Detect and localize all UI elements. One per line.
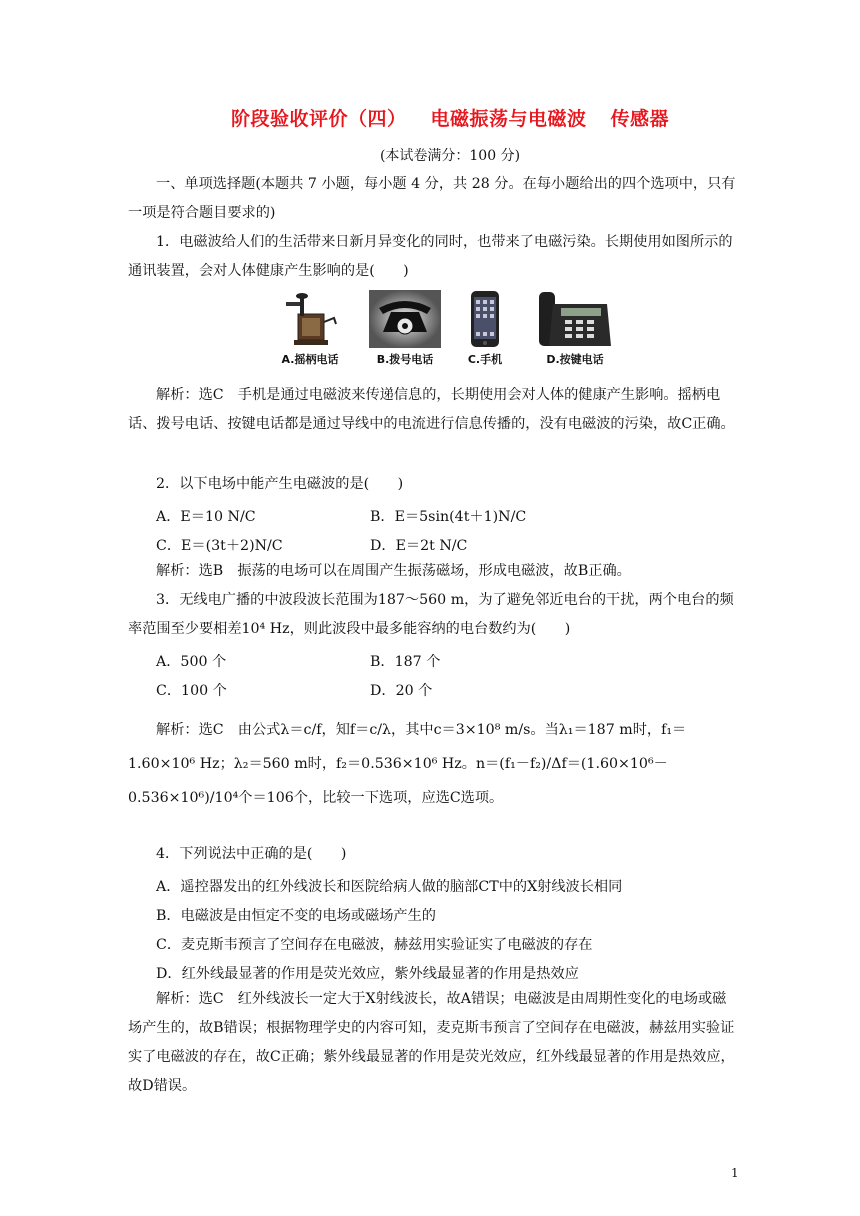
question-2-stem: 2．以下电场中能产生电磁波的是( ) bbox=[156, 476, 404, 492]
question-3-stem: 3．无线电广播的中波段波长范围为187～560 m，为了避免邻近电台的干扰，两个电台的频率范围至少要相差10⁴ Hz，则此波段中最多能容纳的电台数约为( ) bbox=[128, 592, 734, 637]
figure-b-label: B.拨号电话 bbox=[376, 353, 434, 366]
title-part3: 传感器 bbox=[610, 108, 670, 130]
question-2-option-a: A．E＝10 N/C bbox=[156, 509, 256, 525]
title-part1: 阶段验收评价（四） bbox=[230, 108, 407, 130]
figure-c-label: C.手机 bbox=[467, 353, 503, 366]
page-number: 1 bbox=[731, 1166, 739, 1180]
section-heading: 一、单项选择题(本题共 7 小题，每小题 4 分，共 28 分。在每小题给出的四个选项中，只有一项是符合题目要求的) bbox=[128, 176, 736, 221]
figure-a-label: A.摇柄电话 bbox=[281, 353, 339, 366]
question-2-option-b: B．E＝5sin(4t＋1)N/C bbox=[370, 509, 527, 525]
question-3-option-d: D．20 个 bbox=[370, 683, 433, 699]
question-3-option-a: A．500 个 bbox=[156, 654, 227, 670]
question-1-stem: 1．电磁波给人们的生活带来日新月异变化的同时，也带来了电磁污染。长期使用如图所示的通讯装置，会对人体健康产生影响的是( ) bbox=[128, 234, 733, 279]
figure-d-label: D.按键电话 bbox=[546, 353, 604, 366]
question-3-analysis: 解析：选C 由公式λ＝c/f，知f＝c/λ，其中c＝3×10⁸ m/s。当λ₁＝187 m时，f₁＝1.60×10⁶ Hz；λ₂＝560 m时，f₂＝0.536×10⁶ Hz。n＝(f₁－f₂)/Δf＝(1.60×10⁶－0.536×10⁶)/10⁴个＝106个，比较一下选项，应选C选项。 bbox=[128, 722, 687, 806]
page-title bbox=[0, 104, 860, 131]
score-note: (本试卷满分：100 分) bbox=[379, 148, 521, 164]
question-4-option-a: A．遥控器发出的红外线波长和医院给病人做的脑部CT中的X射线波长相同 bbox=[156, 879, 623, 895]
title-part2: 电磁振荡与电磁波 bbox=[430, 108, 587, 130]
question-4-option-b: B．电磁波是由恒定不变的电场或磁场产生的 bbox=[156, 908, 436, 924]
push-button-telephone-icon bbox=[535, 290, 615, 348]
question-2-option-c: C．E＝(3t＋2)N/C bbox=[156, 538, 283, 554]
question-1-analysis: 解析：选C 手机是通过电磁波来传递信息的，长期使用会对人体的健康产生影响。摇柄电话、拨号电话、按键电话都是通过导线中的电流进行信息传播的，没有电磁波的污染，故C正确。 bbox=[128, 387, 735, 432]
question-3-option-b: B．187 个 bbox=[370, 654, 441, 670]
question-4-option-c: C．麦克斯韦预言了空间存在电磁波，赫兹用实验证实了电磁波的存在 bbox=[156, 937, 593, 953]
figure-d bbox=[530, 290, 620, 367]
figure-b bbox=[365, 290, 445, 367]
question-2-analysis: 解析：选B 振荡的电场可以在周围产生振荡磁场，形成电磁波，故B正确。 bbox=[156, 563, 631, 579]
mobile-phone-icon bbox=[470, 290, 500, 348]
question-4-stem: 4．下列说法中正确的是( ) bbox=[156, 846, 347, 862]
telephone-figures bbox=[270, 290, 630, 375]
rotary-telephone-icon bbox=[369, 290, 441, 348]
crank-telephone-icon bbox=[280, 290, 340, 348]
figure-c bbox=[455, 290, 515, 367]
figure-a bbox=[270, 290, 350, 367]
question-2-option-d: D．E＝2t N/C bbox=[370, 538, 468, 554]
question-4-option-d: D．红外线最显著的作用是荧光效应，紫外线最显著的作用是热效应 bbox=[156, 966, 579, 982]
question-3-option-c: C．100 个 bbox=[156, 683, 227, 699]
question-4-analysis: 解析：选C 红外线波长一定大于X射线波长，故A错误；电磁波是由周期性变化的电场或磁场产生的，故B错误；根据物理学史的内容可知，麦克斯韦预言了空间存在电磁波，赫兹用实验证实了电磁波的存在，故C正确；紫外线最显著的作用是荧光效应，红外线最显著的作用是热效应，故D错误。 bbox=[128, 991, 735, 1094]
